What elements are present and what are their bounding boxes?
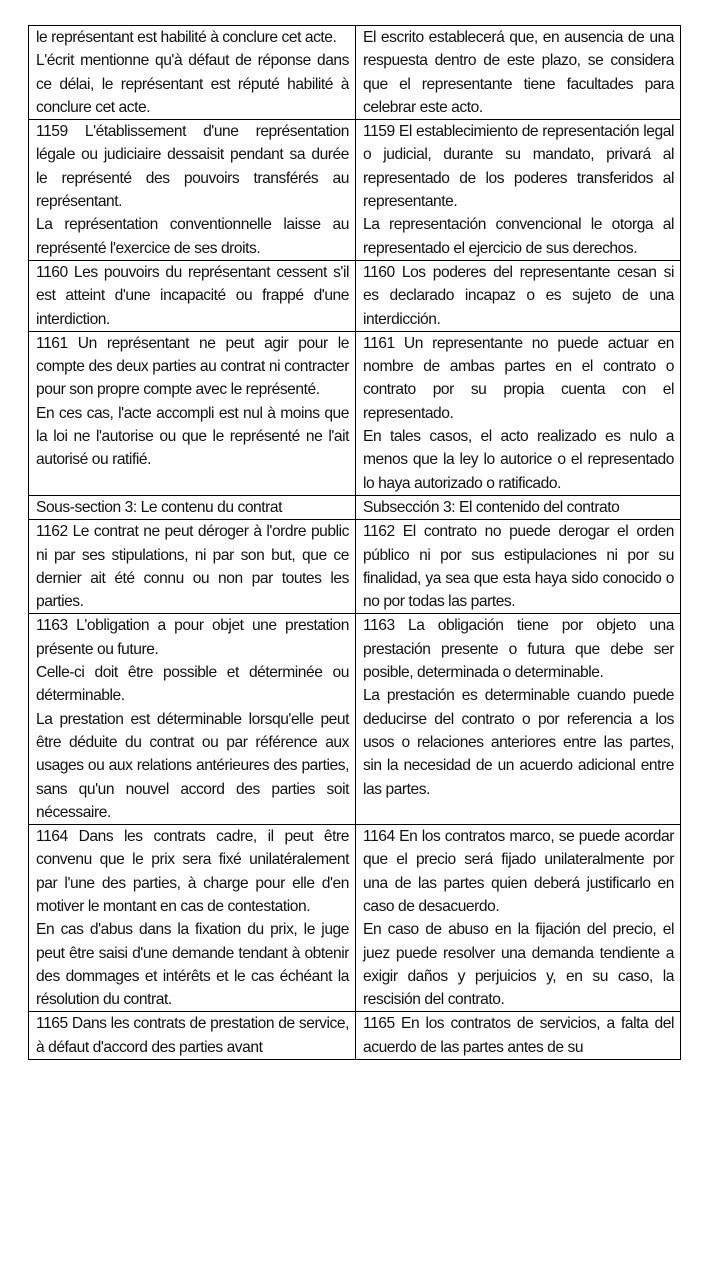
spanish-paragraph: 1161 Un representante no puede actuar en nombre de ambas partes en el contrato o contrato por su propia cuenta con el representado. [363, 334, 674, 422]
spanish-cell [356, 495, 681, 519]
table-row [29, 1012, 681, 1060]
spanish-paragraph: 1165 En los contratos de servicios, a falta del acuerdo de las partes antes de su [363, 1015, 674, 1056]
french-paragraph: En ces cas, l'acte accompli est nul à moins que la loi ne l'autorise ou que le représenté ne l'ait autorisé ou ratifié. [36, 404, 349, 469]
french-paragraph: 1163 L'obligation a pour objet une prestation présente ou future. [36, 617, 349, 658]
french-cell [29, 495, 356, 519]
spanish-cell [356, 614, 681, 825]
french-paragraph: le représentant est habilité à conclure cet acte. [36, 29, 337, 46]
spanish-paragraph: En caso de abuso en la fijación del precio, el juez puede resolver una demanda tendiente a exigir daños y perjuicios y, en su caso, la rescisión del contrato. [363, 921, 674, 1009]
spanish-cell [356, 26, 681, 120]
spanish-section-heading: Subsección 3: El contenido del contrato [363, 498, 620, 516]
spanish-cell [356, 825, 681, 1012]
french-paragraph: En cas d'abus dans la fixation du prix, le juge peut être saisi d'une demande tendant à obtenir des dommages et intérêts et le cas échéant la résolution du contrat. [36, 921, 349, 1009]
bilingual-article-table [28, 25, 681, 1060]
table-row [29, 331, 681, 495]
spanish-paragraph: 1160 Los poderes del representante cesan si es declarado incapaz o es sujeto de una interdicción. [363, 263, 674, 328]
french-cell [29, 825, 356, 1012]
french-paragraph: 1159 L'établissement d'une représentation légale ou judiciaire dessaisit pendant sa durée le représenté des pouvoirs transférés au représentant. [36, 123, 349, 211]
french-cell [29, 260, 356, 331]
french-cell [29, 1012, 356, 1060]
spanish-paragraph: 1159 El establecimiento de representación legal o judicial, durante su mandato, privará al representado de los poderes transferidos al representante. [363, 123, 674, 211]
spanish-cell [356, 331, 681, 495]
french-paragraph: 1165 Dans les contrats de prestation de service, à défaut d'accord des parties avant [36, 1015, 349, 1056]
table-row [29, 614, 681, 825]
french-paragraph: Celle-ci doit être possible et déterminée ou déterminable. [36, 664, 349, 705]
spanish-paragraph: En tales casos, el acto realizado es nulo a menos que la ley lo autorice o el representado lo haya autorizado o ratificado. [363, 428, 674, 492]
spanish-paragraph: 1162 El contrato no puede derogar el orden público ni por sus estipulaciones ni por su finalidad, ya sea que esta haya sido conocido o no por todas las partes. [363, 523, 674, 611]
french-cell [29, 614, 356, 825]
french-paragraph: 1160 Les pouvoirs du représentant cessent s'il est atteint d'une incapacité ou frappé d'une interdiction. [36, 263, 349, 328]
table-body [29, 26, 681, 1060]
spanish-paragraph: La prestación es determinable cuando puede deducirse del contrato o por referencia a los usos o relaciones anteriores entre las partes, sin la necesidad de un acuerdo adicional entre las partes. [363, 687, 674, 798]
table-row [29, 520, 681, 614]
french-section-heading: Sous-section 3: Le contenu du contrat [36, 498, 283, 516]
french-paragraph: La représentation conventionnelle laisse au représenté l'exercice de ses droits. [36, 216, 349, 257]
french-cell [29, 120, 356, 261]
spanish-cell [356, 260, 681, 331]
french-cell [29, 520, 356, 614]
table-row-section-heading [29, 495, 681, 519]
french-cell [29, 26, 356, 120]
document-page [28, 25, 680, 1060]
spanish-paragraph: 1164 En los contratos marco, se puede acordar que el precio será fijado unilateralmente por una de las partes quien deberá justificarlo en caso de desacuerdo. [363, 828, 674, 915]
french-paragraph: La prestation est déterminable lorsqu'elle peut être déduite du contrat ou par référence aux usages ou aux relations antérieures des parties, sans qu'un nouvel accord des parties soit nécessaire. [36, 710, 349, 821]
spanish-cell [356, 1012, 681, 1060]
spanish-paragraph: El escrito establecerá que, en ausencia de una respuesta dentro de este plazo, se considera que el representante tiene facultades para celebrar este acto. [363, 29, 674, 116]
spanish-paragraph: La representación convencional le otorga al representado el ejercicio de sus derechos. [363, 216, 674, 257]
table-row [29, 825, 681, 1012]
french-paragraph: L'écrit mentionne qu'à défaut de réponse dans ce délai, le représentant est réputé habilité à conclure cet acte. [36, 52, 349, 116]
spanish-cell [356, 520, 681, 614]
table-row [29, 120, 681, 261]
french-paragraph: 1164 Dans les contrats cadre, il peut être convenu que le prix sera fixé unilatéralement par l'une des parties, à charge pour elle d'en motiver le montant en cas de contestation. [36, 828, 349, 915]
spanish-cell [356, 120, 681, 261]
table-row [29, 26, 681, 120]
table-row [29, 260, 681, 331]
french-paragraph: 1162 Le contrat ne peut déroger à l'ordre public ni par ses stipulations, ni par son but, que ce dernier ait été connu ou non par toutes les parties. [36, 523, 349, 611]
french-paragraph: 1161 Un représentant ne peut agir pour le compte des deux parties au contrat ni contracter pour son propre compte avec le représenté. [36, 334, 349, 399]
french-cell [29, 331, 356, 495]
spanish-paragraph: 1163 La obligación tiene por objeto una prestación presente o futura que debe ser posible, determinada o determinable. [363, 617, 674, 682]
